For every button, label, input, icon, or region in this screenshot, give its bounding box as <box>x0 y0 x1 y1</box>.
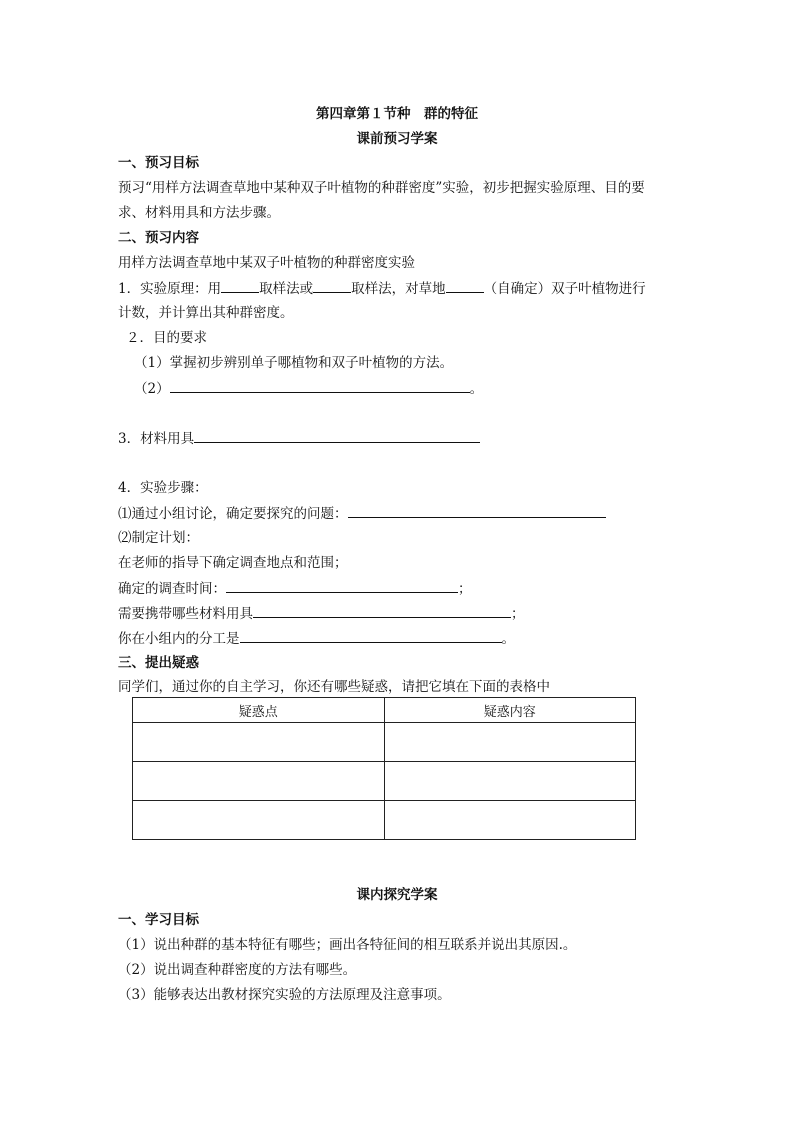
doubt-point-cell[interactable] <box>133 762 385 801</box>
preview-content-intro: 用样方法调查草地中某双子叶植物的种群密度实验 <box>118 255 415 271</box>
doubt-point-cell[interactable] <box>133 723 385 762</box>
doubts-table <box>132 697 636 840</box>
step-2-location: 在老师的指导下确定调查地点和范围； <box>118 555 348 571</box>
table-row <box>133 723 636 762</box>
step-2-heading: ⑵制定计划： <box>118 530 199 546</box>
doubts-table-header-row <box>133 698 636 723</box>
principle-line-2: 计数，并计算出其种群密度。 <box>118 305 294 321</box>
doubts-table-header-point: 疑惑点 <box>133 698 385 723</box>
learning-goal-1: （1）说出种群的基本特征有哪些；画出各特征间的相互联系并说出其原因.。 <box>118 937 577 953</box>
principle-text-c: 取样法，对草地 <box>351 281 446 297</box>
step-2-materials-blank[interactable] <box>253 604 511 618</box>
section-preview-content-heading: 二、预习内容 <box>118 230 199 246</box>
step-2-materials-label: 需要携带哪些材料用具 <box>118 606 253 622</box>
doubts-instructions: 同学们，通过你的自主学习，你还有哪些疑惑，请把它填在下面的表格中 <box>118 679 550 695</box>
principle-text-d: （自确定）双子叶植物进行 <box>483 281 646 297</box>
aim-1: （1）掌握初步辨别单子哪植物和双子叶植物的方法。 <box>134 355 454 371</box>
step-1-line <box>118 504 606 523</box>
document-title: 第四章第１节种 群的特征 <box>316 106 478 122</box>
aim-2-end: 。 <box>469 381 484 397</box>
step-2-role-blank[interactable] <box>240 629 502 643</box>
principle-text-a: 1．实验原理：用 <box>118 281 222 297</box>
learning-goal-3: （3）能够表达出教材探究实验的方法原理及注意事项。 <box>118 987 451 1003</box>
step-2-time-blank[interactable] <box>226 579 458 593</box>
principle-line <box>118 279 646 298</box>
step-2-role-line <box>118 629 515 648</box>
doubts-table-header-content: 疑惑内容 <box>384 698 636 723</box>
aim-2-blank[interactable] <box>170 379 470 393</box>
section-doubts-heading: 三、提出疑惑 <box>118 655 199 671</box>
materials-label: 3．材料用具 <box>118 431 195 447</box>
step-2-role-end: 。 <box>501 631 515 647</box>
principle-text-b: 取样法或 <box>259 281 314 297</box>
step-2-time-line <box>118 579 472 598</box>
step-2-role-label: 你在小组内的分工是 <box>118 631 240 647</box>
part2-title: 课内探究学案 <box>356 887 438 903</box>
aim-2-line <box>134 379 483 398</box>
part1-title: 课前预习学案 <box>356 131 438 147</box>
learning-goal-2: （2）说出调查种群密度的方法有哪些。 <box>118 962 357 978</box>
step-2-materials-end: ； <box>511 606 525 622</box>
principle-blank-2[interactable] <box>313 279 351 293</box>
steps-heading: 4．实验步骤： <box>118 480 208 496</box>
doubt-content-cell[interactable] <box>384 762 636 801</box>
step-1-blank[interactable] <box>348 504 606 518</box>
principle-blank-3[interactable] <box>446 279 484 293</box>
preview-goals-text-line1: 预习“用样方法调查草地中某种双子叶植物的种群密度”实验，初步把握实验原理、目的要 <box>118 180 645 196</box>
preview-goals-text-line2: 求、材料用具和方法步骤。 <box>118 205 280 221</box>
aim-2-label: （2） <box>134 381 170 397</box>
table-row <box>133 801 636 840</box>
doubt-content-cell[interactable] <box>384 723 636 762</box>
section-preview-goals-heading: 一、预习目标 <box>118 155 199 171</box>
aims-heading: ２．目的要求 <box>126 330 207 346</box>
materials-blank[interactable] <box>194 429 480 443</box>
section-learning-goals-heading: 一、学习目标 <box>118 912 199 928</box>
step-1-label: ⑴通过小组讨论，确定要探究的问题： <box>118 506 348 522</box>
step-2-materials-line <box>118 604 525 623</box>
materials-line <box>118 429 480 448</box>
doubt-content-cell[interactable] <box>384 801 636 840</box>
doubt-point-cell[interactable] <box>133 801 385 840</box>
principle-blank-1[interactable] <box>221 279 259 293</box>
table-row <box>133 762 636 801</box>
step-2-time-label: 确定的调查时间： <box>118 581 226 597</box>
step-2-time-end: ； <box>458 581 472 597</box>
